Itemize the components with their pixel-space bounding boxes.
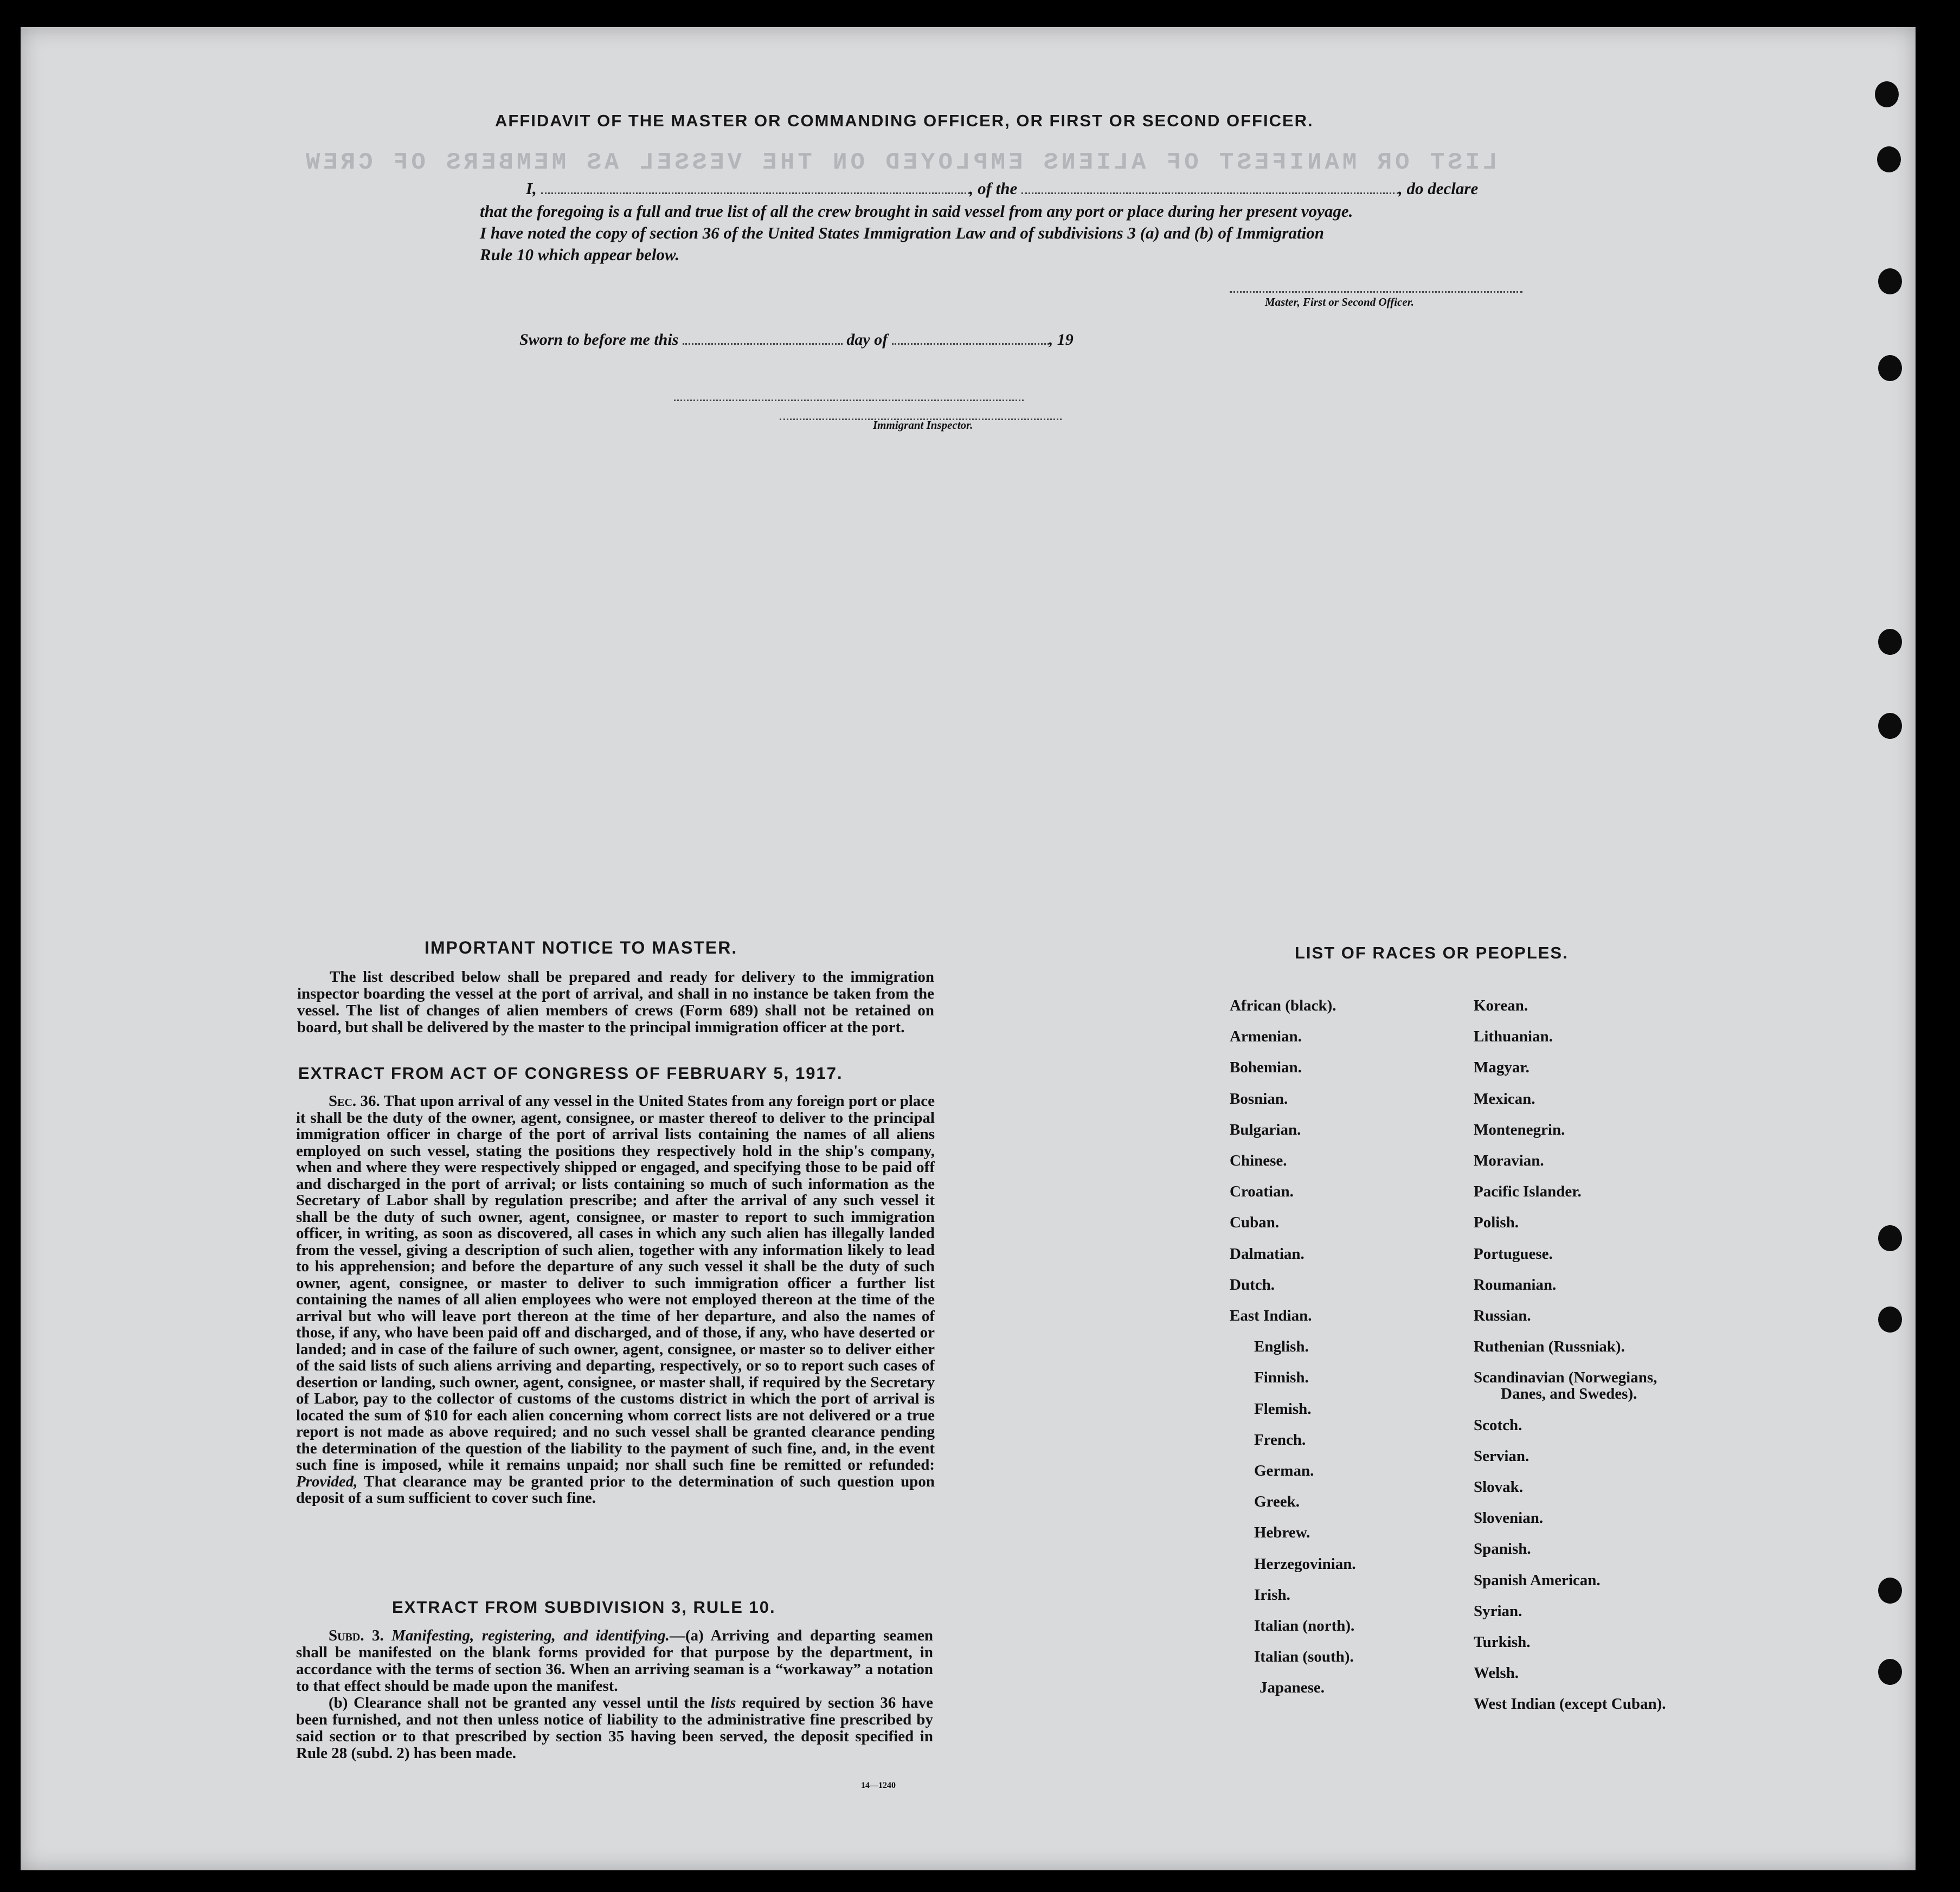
race-item: Danes, and Swedes).: [1501, 1385, 1637, 1403]
race-item: Welsh.: [1474, 1664, 1519, 1682]
race-item: Turkish.: [1474, 1633, 1531, 1651]
notice-text: The list described below shall be prepared and ready for delivery to the immigration inspector boarding the vessel at the port of arrival, and shall in no instance be taken from the vessel. The list of changes of alien members of crews (Form 689) shall not be retained on board, but shall be delivered by the master to the principal immigration officer at the port.: [297, 968, 934, 1036]
sworn-day-blank[interactable]: [683, 331, 843, 345]
race-item: Russian.: [1474, 1307, 1531, 1324]
inspector-label: Immigrant Inspector.: [873, 419, 973, 432]
signature-blank[interactable]: [1230, 279, 1522, 293]
subd-heading: Manifesting, registering, and identifying.: [391, 1627, 670, 1644]
punch-hole: [1878, 268, 1902, 294]
name-blank[interactable]: [541, 181, 969, 194]
race-item: Spanish American.: [1474, 1571, 1601, 1589]
race-item: Dutch.: [1230, 1276, 1275, 1293]
punch-hole: [1878, 629, 1902, 655]
race-item: African (black).: [1230, 997, 1336, 1014]
affidavit-declaration-line: [526, 179, 1478, 198]
act-text: That upon arrival of any vessel in the United States from any foreign port or place it shall be the duty of the owner, agent, consignee, or master thereof to deliver to the principal immigration officer in charge of the port of arrival lists containing the names of all aliens employed on such vessel, stating the positions they respectively hold in the ship's company, when and where they were respectively shipped or engaged, and specifying those to be paid off and discharged in the port of arrival; or lists containing so much of such information as the Secretary of Labor shall by regulation prescribe; and after the arrival of any such vessel it shall be the duty of such owner, agent, consignee, or master to report to such immigration officer, in writing, as soon as discovered, all cases in which any such alien has illegally landed from the vessel, giving a description of such alien, together with any information likely to lead to his apprehension; and before the departure of any such vessel it shall be the duty of such owner, agent, consignee, or master to deliver to such immigration officer a further list containing the names of all alien employees who were not employed thereon at the time of the arrival but who will leave port thereon at the time of her departure, and also the names of those, if any, who have been paid off and discharged, and of those, if any, who have deserted or landed; and in case of the failure of such owner, agent, consignee, or master so to deliver either of the said lists of such aliens arriving and departing, respectively, or so to report such cases of desertion or landing, such owner, agent, consignee, or master shall, if required by the Secretary of Labor, pay to the collector of customs of the customs district in which the port of arrival is located the sum of $10 for each alien concerning whom correct lists are not delivered or a true report is not made as above required; and no such vessel shall be granted clearance pending the determination of the question of the liability to the payment of such fine, and, in the event such fine is imposed, while it remains unpaid; nor shall such fine be remitted or refunded:: [296, 1092, 935, 1473]
rule-para-b-end: required by section 36 have been furnished, and not then unless notice of liability to the administrative fine prescribed by said section or to that prescribed by section 35 having been served, the deposit specified in Rule 28 (subd. 2) has been made.: [296, 1694, 934, 1762]
race-item: Croatian.: [1230, 1183, 1294, 1201]
punch-hole: [1878, 1225, 1902, 1251]
race-item: Hebrew.: [1254, 1524, 1310, 1542]
race-item: English.: [1254, 1338, 1309, 1356]
act-text-end: That clearance may be granted prior to the determination of such question upon deposit of a sum sufficient to cover such fine.: [296, 1472, 935, 1507]
race-item: Syrian.: [1474, 1602, 1522, 1620]
rule-lists-word: lists: [710, 1694, 736, 1711]
rule-para-a: —(a) Arriving and departing seamen shall be manifested on the blank forms provided for that purpose by the department, in accordance with the terms of section 36. When an arriving seaman is a “workaway” a notation to that effect should be made upon the manifest.: [296, 1627, 933, 1695]
race-item: Irish.: [1254, 1586, 1290, 1604]
sec-label: Sec. 36.: [329, 1092, 380, 1110]
punch-hole: [1878, 355, 1902, 381]
race-item: Slovak.: [1474, 1478, 1524, 1496]
race-item: Polish.: [1474, 1214, 1519, 1232]
race-item: Pacific Islander.: [1474, 1183, 1582, 1201]
affidavit-declare-label: , do declare: [1398, 179, 1479, 198]
race-item: Bulgarian.: [1230, 1121, 1301, 1138]
race-item: French.: [1254, 1431, 1306, 1449]
race-item: Slovenian.: [1474, 1509, 1544, 1527]
race-item: Moravian.: [1474, 1152, 1544, 1169]
inspector-blank[interactable]: [674, 388, 1024, 401]
race-item: Italian (north).: [1254, 1617, 1355, 1634]
act-text-block: [296, 1093, 935, 1507]
race-item: Herzegovinian.: [1254, 1555, 1356, 1573]
affidavit-line-3: I have noted the copy of section 36 of the United States Immigration Law and of subdivisions 3 (a) and (b) of Immigration: [480, 223, 1324, 242]
race-item: Mexican.: [1474, 1090, 1535, 1108]
subd-label: Subd. 3.: [329, 1627, 384, 1644]
race-item: Ruthenian (Russniak).: [1474, 1338, 1625, 1356]
race-item: Chinese.: [1230, 1152, 1287, 1169]
race-item: Dalmatian.: [1230, 1245, 1304, 1263]
race-item: Armenian.: [1230, 1028, 1302, 1046]
notice-title: IMPORTANT NOTICE TO MASTER.: [425, 938, 738, 957]
race-item: Magyar.: [1474, 1059, 1530, 1077]
race-item: Scotch.: [1474, 1416, 1522, 1434]
race-item: Servian.: [1474, 1447, 1530, 1465]
race-item: Cuban.: [1230, 1214, 1280, 1232]
punch-hole: [1878, 713, 1902, 739]
sworn-line: [519, 331, 1074, 349]
vessel-blank[interactable]: [1021, 181, 1398, 194]
race-item: Portuguese.: [1474, 1245, 1553, 1263]
bleed-through-header: LIST OR MANIFEST OF ALIENS EMPLOYED ON THE VESSEL AS MEMBERS OF CREW: [303, 149, 1498, 176]
document-page: [21, 27, 1916, 1870]
races-title: LIST OF RACES OR PEOPLES.: [1295, 943, 1569, 962]
sworn-label: Sworn to before me this: [519, 331, 679, 349]
race-item: Bosnian.: [1230, 1090, 1288, 1108]
day-of-label: day of: [846, 331, 888, 349]
race-item: East Indian.: [1230, 1307, 1312, 1324]
rule-title: EXTRACT FROM SUBDIVISION 3, RULE 10.: [392, 1598, 776, 1617]
race-item: Finnish.: [1254, 1369, 1309, 1387]
act-title: EXTRACT FROM ACT OF CONGRESS OF FEBRUARY 5, 1917.: [298, 1064, 843, 1083]
signature-label: Master, First or Second Officer.: [1265, 295, 1414, 308]
race-item: Scandinavian (Norwegians,: [1474, 1369, 1657, 1387]
affidavit-i-label: I,: [526, 179, 537, 198]
affidavit-title: AFFIDAVIT OF THE MASTER OR COMMANDING OFFICER, OR FIRST OR SECOND OFFICER.: [495, 111, 1314, 130]
race-item: West Indian (except Cuban).: [1474, 1695, 1666, 1713]
sworn-month-blank[interactable]: [892, 331, 1049, 345]
punch-hole: [1878, 1578, 1902, 1604]
race-item: Flemish.: [1254, 1400, 1312, 1418]
race-item: Korean.: [1474, 997, 1528, 1014]
affidavit-line-4: Rule 10 which appear below.: [480, 245, 680, 264]
punch-hole: [1878, 1307, 1902, 1333]
notice-text-block: [297, 969, 934, 1036]
race-item: Japanese.: [1259, 1679, 1325, 1697]
punch-hole: [1877, 146, 1901, 172]
race-item: Italian (south).: [1254, 1648, 1354, 1666]
year-label: , 19: [1049, 331, 1074, 349]
rule-para-b-start: (b) Clearance shall not be granted any vessel until the: [329, 1694, 705, 1711]
rule-text-block: [296, 1627, 933, 1762]
form-number: 14—1240: [861, 1781, 896, 1790]
race-item: Bohemian.: [1230, 1059, 1302, 1077]
race-item: Spanish.: [1474, 1540, 1531, 1558]
punch-hole: [1878, 1659, 1902, 1685]
race-item: Roumanian.: [1474, 1276, 1557, 1293]
affidavit-line-2: that the foregoing is a full and true list of all the crew brought in said vessel from any port or place during her present voyage.: [480, 202, 1353, 221]
race-item: Lithuanian.: [1474, 1028, 1553, 1046]
race-item: Montenegrin.: [1474, 1121, 1565, 1138]
race-item: German.: [1254, 1462, 1314, 1479]
affidavit-of-label: , of the: [969, 179, 1018, 198]
race-item: Greek.: [1254, 1493, 1300, 1511]
provided-word: Provided,: [296, 1472, 358, 1490]
punch-hole: [1875, 81, 1899, 107]
